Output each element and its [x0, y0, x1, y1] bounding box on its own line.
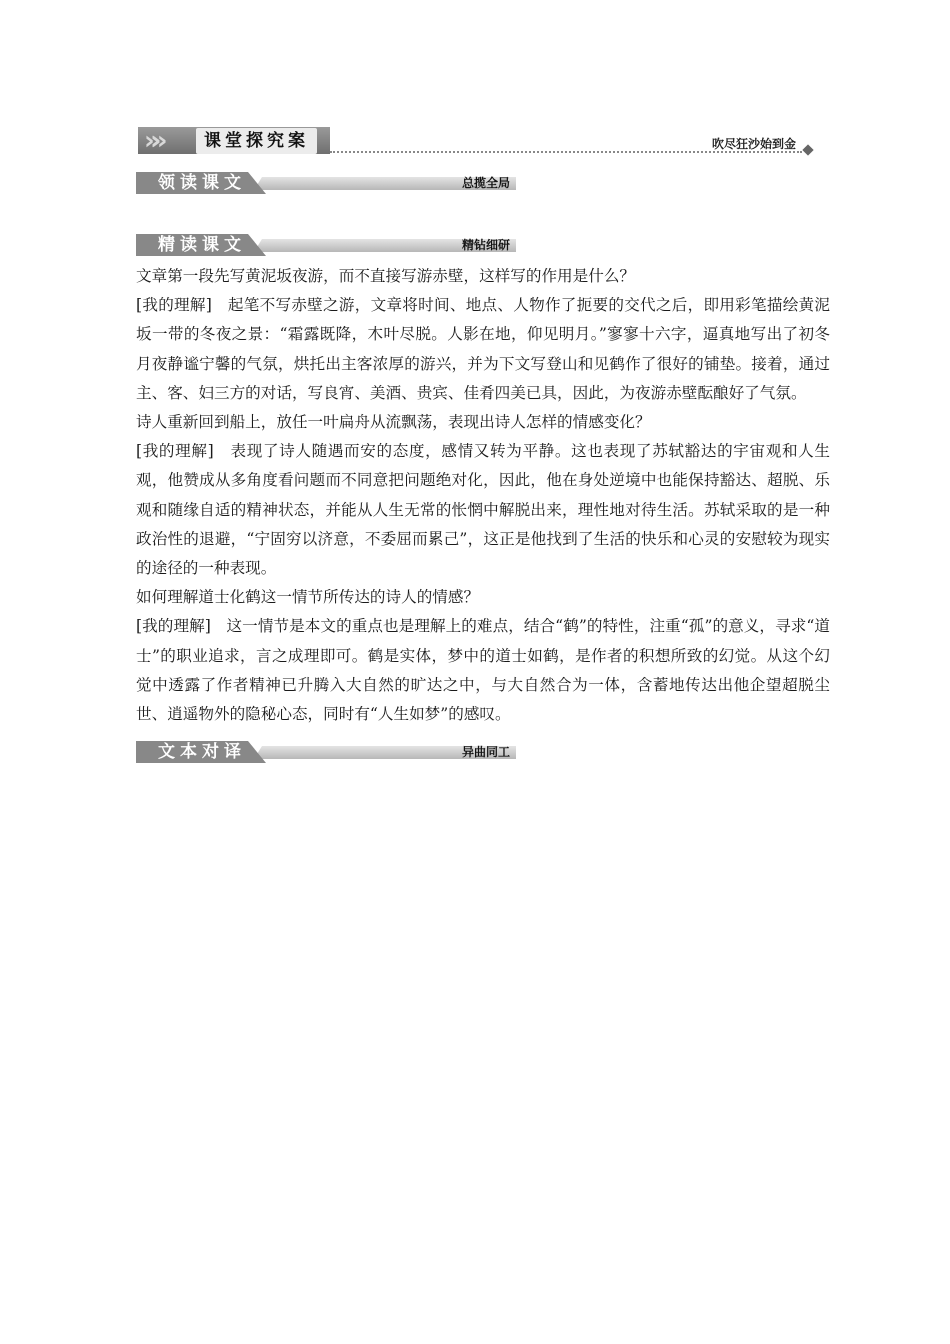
question-1: 文章第一段先写黄泥坂夜游，而不直接写游赤壁，这样写的作用是什么？	[136, 267, 636, 285]
double-chevron-icon: »»	[144, 125, 158, 156]
banner-title: 课堂探究案	[196, 128, 317, 154]
section-header-jingdu	[136, 234, 516, 256]
section-title: 领读课文	[158, 173, 246, 193]
section-header-duiyi	[136, 741, 516, 763]
section-subtitle: 异曲同工	[461, 745, 510, 759]
answer-3: [我的理解] 这一情节是本文的重点也是理解上的难点，结合“鹤”的特性，注重“孤”的意义，寻求“道士”的职业追求，言之成理即可。鹤是实体，梦中的道士如鹤，是作者的积想所致的幻觉。从这个幻觉中透露了作者精神已升腾入大自然的旷达之中，与大自然合为一体，含蓄地传达出他企望超脱尘世、逍遥物外的隐秘心态，同时有“人生如梦”的感叹。	[136, 617, 830, 724]
banner-motto: 吹尽狂沙始到金	[711, 137, 796, 151]
close-reading-content	[136, 262, 830, 729]
question-3: 如何理解道士化鹤这一情节所传达的诗人的情感？	[136, 588, 480, 607]
section-header-lingdu	[136, 172, 516, 194]
question-2: 诗人重新回到船上，放任一叶扁舟从流飘荡，表现出诗人怎样的情感变化？	[136, 413, 651, 432]
section-subtitle: 总揽全局	[461, 176, 510, 190]
page-banner	[138, 127, 814, 157]
diamond-icon	[802, 144, 813, 155]
answer-1: [我的理解] 起笔不写赤壁之游，文章将时间、地点、人物作了扼要的交代之后，即用彩笔描绘黄泥坂一带的冬夜之景：“霜露既降，木叶尽脱。人影在地，仰见明月。”寥寥十六字，逼真地写出了初冬月夜静谧宁馨的气氛，烘托出主客浓厚的游兴，并为下文写登山和见鹤作了很好的铺垫。接着，通过主、客、妇三方的对话，写良宵、美酒、贵宾、佳肴四美已具，因此，为夜游赤壁酝酿好了气氛。	[136, 296, 830, 402]
section-title: 精读课文	[158, 235, 246, 255]
section-subtitle: 精钻细研	[461, 238, 510, 252]
section-title: 文本对译	[158, 742, 246, 762]
answer-2: [我的理解] 表现了诗人随遇而安的态度，感情又转为平静。这也表现了苏轼豁达的宇宙观和人生观，他赞成从多角度看问题而不同意把问题绝对化，因此，他在身处逆境中也能保持豁达、超脱、乐观和随缘自适的精神状态，并能从人生无常的怅惘中解脱出来，理性地对待生活。苏轼采取的是一种政治性的退避，“宁固穷以济意，不委屈而累己”，这正是他找到了生活的快乐和心灵的安慰较为现实的途径的一种表现。	[136, 442, 830, 578]
